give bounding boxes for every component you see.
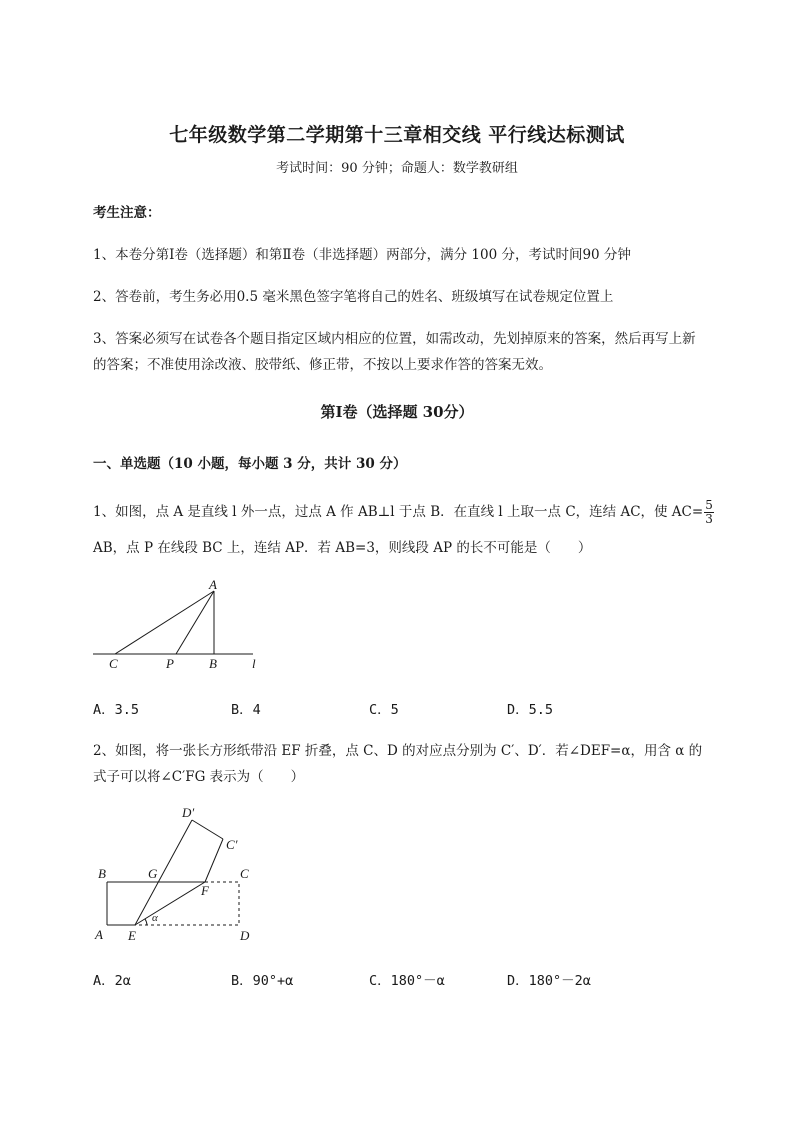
exam-info: 考试时间：90 分钟；命题人：数学教研组 bbox=[276, 161, 518, 176]
label-C: C bbox=[240, 866, 249, 881]
fold-line-EF bbox=[135, 882, 205, 925]
original-strip-dashed bbox=[135, 882, 239, 925]
question-1-line-2: AB，点 P 在线段 BC 上，连结 AP．若 AB=3，则线段 AP 的长不可能是（ ） bbox=[93, 540, 592, 556]
notice-item-3-line-2: 的答案；不准使用涂改液、胶带纸、修正带，不按以上要求作答的答案无效。 bbox=[93, 357, 552, 373]
edge-D-prime-C-prime bbox=[192, 820, 223, 839]
label-B: B bbox=[209, 656, 217, 671]
label-B: B bbox=[98, 866, 106, 881]
fraction bbox=[704, 499, 714, 526]
label-alpha: α bbox=[152, 912, 158, 924]
q2-choice-d[interactable]: D．180°－2α bbox=[507, 973, 591, 989]
section-title: 第Ⅰ卷（选择题 30分） bbox=[320, 403, 474, 421]
q2-choice-b[interactable]: B．90°+α bbox=[231, 973, 294, 989]
label-F: F bbox=[201, 883, 209, 898]
angle-alpha-arc bbox=[145, 919, 147, 925]
edge-C-prime-F bbox=[205, 839, 223, 882]
question-2-figure bbox=[85, 800, 270, 950]
segment-AP bbox=[176, 591, 214, 654]
q2-choice-a[interactable]: A．2α bbox=[93, 973, 131, 989]
label-C: C bbox=[109, 656, 118, 671]
q1-choice-a[interactable]: A．3.5 bbox=[93, 702, 140, 718]
q1-choice-d[interactable]: D．5.5 bbox=[507, 702, 554, 718]
question-1-line-1 bbox=[93, 499, 714, 526]
label-C-prime: C′ bbox=[226, 837, 238, 852]
label-A: A bbox=[209, 577, 217, 592]
label-P: P bbox=[166, 656, 174, 671]
label-A: A bbox=[95, 927, 103, 942]
label-G: G bbox=[148, 866, 158, 881]
question-2-line-2: 式子可以将∠C′FG 表示为（ ） bbox=[93, 769, 305, 785]
fraction-numerator: 5 bbox=[705, 498, 713, 512]
q1-choice-b[interactable]: B．4 bbox=[231, 702, 261, 718]
notice-heading: 考生注意： bbox=[93, 205, 161, 221]
q1-choice-c[interactable]: C．5 bbox=[369, 702, 399, 718]
fraction-denominator: 3 bbox=[705, 512, 713, 526]
label-E: E bbox=[128, 928, 136, 943]
question-1-figure bbox=[85, 575, 275, 675]
segment-AC bbox=[115, 591, 214, 654]
label-D-prime: D′ bbox=[182, 805, 195, 820]
question-2-line-1: 2、如图，将一张长方形纸带沿 EF 折叠，点 C、D 的对应点分别为 C′、D′．若∠DEF=α，用含 α 的 bbox=[93, 743, 703, 759]
page-title: 七年级数学第二学期第十三章相交线 平行线达标测试 bbox=[169, 124, 625, 146]
part-heading: 一、单选题（10 小题，每小题 3 分，共计 30 分） bbox=[93, 456, 407, 472]
q2-choice-c[interactable]: C．180°－α bbox=[369, 973, 445, 989]
label-D: D bbox=[240, 928, 250, 943]
notice-item-3-line-1: 3、答案必须写在试卷各个题目指定区域内相应的位置，如需改动，先划掉原来的答案，然后再写上新 bbox=[93, 331, 696, 347]
question-1-text: 1、如图，点 A 是直线 l 外一点，过点 A 作 AB⊥l 于点 B．在直线 l 上取一点 C，连结 AC，使 AC= bbox=[93, 504, 704, 520]
label-l: l bbox=[252, 656, 256, 671]
notice-item-1: 1、本卷分第Ⅰ卷（选择题）和第Ⅱ卷（非选择题）两部分，满分 100 分，考试时间90 分钟 bbox=[93, 247, 631, 263]
edge-ED-prime bbox=[135, 820, 192, 925]
notice-item-2: 2、答卷前，考生务必用0.5 毫米黑色签字笔将自己的姓名、班级填写在试卷规定位置上 bbox=[93, 289, 614, 305]
